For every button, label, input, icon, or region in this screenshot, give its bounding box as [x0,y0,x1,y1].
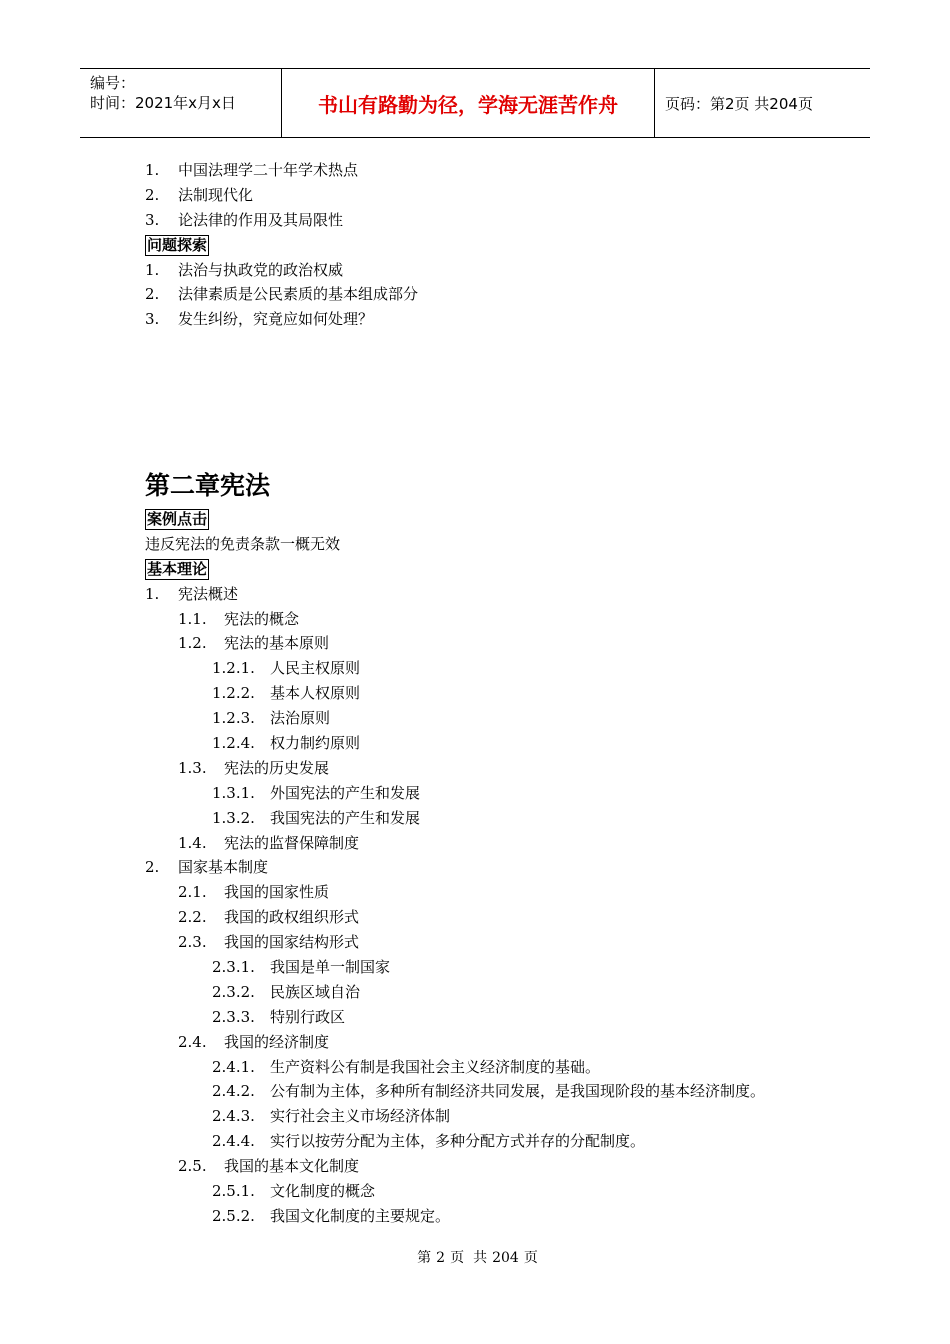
list-item: 1. 法治与执政党的政治权威 [145,260,344,279]
outline-item: 1.4. 宪法的监督保障制度 [178,833,360,852]
list-item: 3. 论法律的作用及其局限性 [145,210,344,229]
header-page-info: 页码：第2页 共204页 [665,94,813,113]
header-meta [80,69,282,137]
case-text: 违反宪法的免责条款一概无效 [145,534,341,553]
list-item: 1. 中国法理学二十年学术热点 [145,161,359,179]
list-item: 2. 法律素质是公民素质的基本组成部分 [145,285,419,304]
code-label: 编号： [90,74,136,92]
outline-item: 2.3. 我国的国家结构形式 [178,933,360,952]
list-item: 2. 法制现代化 [145,185,254,204]
document-body [0,158,950,332]
outline-item: 1.2.4. 权力制约原则 [212,734,361,753]
outline-item: 2. 国家基本制度 [145,858,269,877]
chapter-title: 第二章宪法 [145,471,271,500]
list-item: 3. 发生纠纷，究竟应如何处理？ [145,310,374,329]
outline-item: 2.2. 我国的政权组织形式 [178,908,360,927]
outline-item: 1.2.2. 基本人权原则 [212,684,361,703]
outline-list [0,582,950,1229]
chapter-body [0,507,950,1229]
outline-item: 2.5.1. 文化制度的概念 [212,1182,376,1201]
outline-item: 2.4.4. 实行以按劳分配为主体，多种分配方式并存的分配制度。 [212,1132,646,1151]
outline-item: 1. 宪法概述 [145,584,239,603]
outline-item: 1.2.1. 人民主权原则 [212,659,361,678]
outline-item: 2.1. 我国的国家性质 [178,883,330,902]
outline-item: 2.3.1. 我国是单一制国家 [212,958,391,977]
section-heading-explore: 问题探索 [147,235,208,254]
outline-item: 2.3.3. 特别行政区 [212,1007,346,1026]
outline-item: 1.3.2. 我国宪法的产生和发展 [212,808,421,827]
outline-item: 1.2.3. 法治原则 [212,709,331,728]
outline-item: 1.1. 宪法的概念 [178,609,300,628]
page-header [80,68,870,138]
header-motto: 书山有路勤为径，学海无涯苦作舟 [282,69,655,137]
outline-item: 2.5.2. 我国文化制度的主要规定。 [212,1206,451,1225]
time-label: 时间：2021年x月x日 [90,94,236,112]
outline-item: 2.4.1. 生产资料公有制是我国社会主义经济制度的基础。 [212,1057,601,1076]
outline-item: 2.4.3. 实行社会主义市场经济体制 [212,1107,451,1126]
outline-item: 2.4. 我国的经济制度 [178,1032,330,1051]
outline-item: 2.4.2. 公有制为主体，多种所有制经济共同发展，是我国现阶段的基本经济制度。 [212,1082,766,1101]
outline-item: 2.5. 我国的基本文化制度 [178,1157,360,1176]
outline-item: 1.3.1. 外国宪法的产生和发展 [212,783,421,802]
section-heading-theory: 基本理论 [147,559,208,578]
outline-item: 1.2. 宪法的基本原则 [178,634,330,653]
outline-item: 2.3.2. 民族区域自治 [212,982,361,1001]
outline-item: 1.3. 宪法的历史发展 [178,758,330,777]
section-heading-case: 案例点击 [147,510,208,528]
page-footer: 第 2 页 共 204 页 [417,1250,538,1266]
